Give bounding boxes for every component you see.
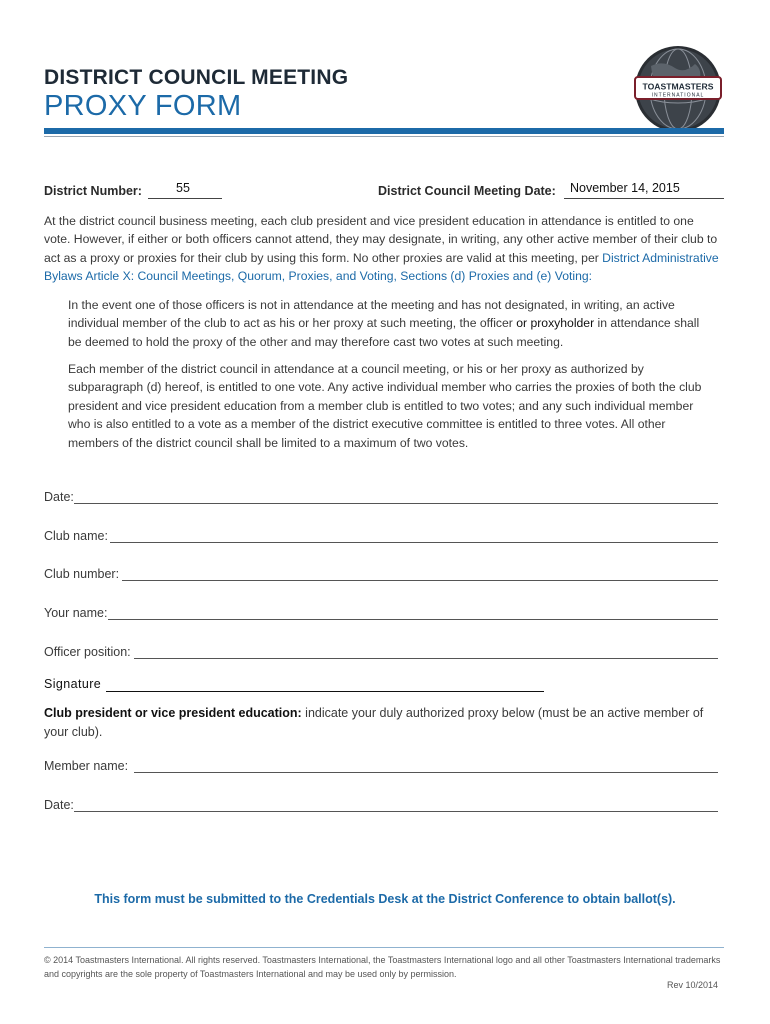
meeting-title: DISTRICT COUNCIL MEETING [44,66,349,89]
quote1-emphasis: or proxyholder [516,316,595,331]
proxy-instructions-bold: Club president or vice president education: [44,706,302,720]
date-field[interactable] [44,490,718,506]
signature-field[interactable] [44,677,544,695]
club-name-label: Club name: [44,529,108,543]
proxy-date-field[interactable] [44,798,718,814]
footer-divider [44,947,724,948]
district-number-field[interactable] [148,181,222,199]
date-input-line[interactable] [74,503,718,504]
quote2-text: Each member of the district council in attendance at a council meeting, or his or her proxy as authorized by subparagraph (d) hereof, is entitled to one vote. Any active individual member who carries the proxies of both the club president and vice president education from a member club is entitled to two votes; and any such individual member who is also entitled to a vote as a member of the district executive committee is entitled to three votes. All other members of the district council shall be limited to a maximum of two votes. [68,362,702,450]
bylaws-quote-voting [68,360,702,452]
member-name-input-line[interactable] [134,772,718,773]
header-divider-thin [44,136,724,137]
your-name-field[interactable] [44,606,718,622]
signature-line[interactable] [106,691,544,692]
club-name-field[interactable] [44,529,718,545]
proxy-date-label: Date: [44,798,74,812]
signature-label: Signature [44,677,102,691]
district-number-value: 55 [176,181,190,195]
proxy-date-input-line[interactable] [74,811,718,812]
club-name-input-line[interactable] [110,542,718,543]
officer-position-label: Officer position: [44,645,131,659]
form-header [44,66,604,122]
quote1-text-before: In the event one of those officers is not in attendance at the meeting and has not designated, in writing, an active individual member of the club to act as his or her proxy at such meeting, the officer [68,298,675,331]
logo-wordmark: TOASTMASTERS [642,81,714,92]
club-number-label: Club number: [44,567,120,581]
header-divider [44,128,724,134]
district-number-label: District Number: [44,184,142,198]
proxy-instructions-text: indicate your duly authorized proxy below (must be an active member of your club). [44,706,704,739]
meeting-date-value: November 14, 2015 [570,181,680,195]
your-name-input-line[interactable] [108,619,718,620]
date-label: Date: [44,490,74,504]
bylaws-reference: District Administrative Bylaws Article X: Council Meetings, Quorum, Proxies, and Voting, Sections (d) Proxies and (e) Voting: [44,250,719,284]
copyright-notice: © 2014 Toastmasters International. All rights reserved. Toastmasters International, the Toastmasters International logo and all other Toastmasters International trademarks and copyrights are the sole property of Toastmasters International and may be used only by permission. [44,955,721,979]
your-name-label: Your name: [44,606,108,620]
member-name-field[interactable] [44,759,718,775]
district-info-row [44,181,724,204]
submission-note: This form must be submitted to the Credentials Desk at the District Conference to obtain ballot(s). [94,892,676,906]
club-number-field[interactable] [44,567,718,583]
revision-label: Rev 10/2014 [666,980,718,990]
bylaws-quote-proxies [68,296,702,351]
officer-position-field[interactable] [44,645,718,661]
proxy-instructions [44,704,718,742]
quote1-text-after: in attendance shall be deemed to hold the proxy of the other and may therefore cast two votes at such meeting. [68,316,700,349]
logo-subtext: INTERNATIONAL [651,92,705,99]
intro-paragraph [44,212,722,286]
form-title: PROXY FORM [44,90,242,122]
officer-position-input-line[interactable] [134,658,718,659]
member-name-label: Member name: [44,759,129,773]
toastmasters-logo [633,44,723,134]
meeting-date-label: District Council Meeting Date: [378,184,556,198]
club-number-input-line[interactable] [122,580,718,581]
intro-text: At the district council business meeting, each club president and vice president education in attendance is entitled to one vote. However, if either or both officers cannot attend, they may designate, in writing, any other active member of their club to act as a proxy or proxies for their club by using this form. No other proxies are valid at this meeting, per [44,214,718,265]
meeting-date-field[interactable] [564,181,724,199]
